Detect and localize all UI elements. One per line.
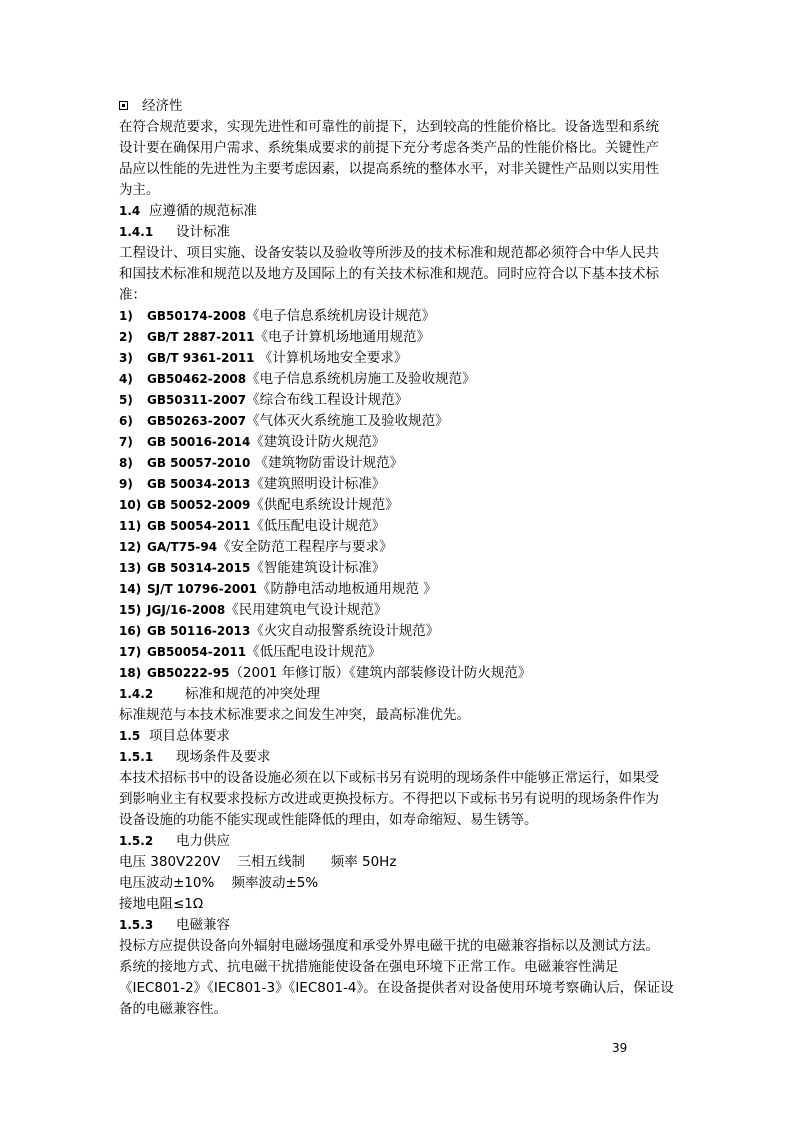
list-number: 5): [119, 393, 133, 407]
standard-code: GB50222-95: [147, 666, 230, 680]
section-number: 1.4.1: [119, 225, 154, 239]
paragraph-line: 为主。: [119, 182, 160, 198]
standard-title: 《建筑设计防火规范》: [250, 434, 386, 450]
paragraph-line: 工程设计、项目实施、设备安装以及验收等所涉及的技术标准和规范都必须符合中华人民共: [119, 245, 659, 261]
standards-list: [119, 306, 681, 684]
standard-code: GB 50116-2013: [147, 624, 251, 638]
paragraph-line: 在符合规范要求，实现先进性和可靠性的前提下，达到较高的性能价格比。设备选型和系统: [119, 119, 659, 135]
list-number: 7): [119, 435, 133, 449]
standard-code: GB 50054-2011: [147, 519, 251, 533]
list-item: [119, 663, 681, 684]
list-number: 17): [119, 645, 142, 659]
economy-paragraph: [119, 117, 681, 201]
section-heading-1-5-1: [119, 747, 681, 768]
list-item: [119, 474, 681, 495]
list-number: 11): [119, 519, 142, 533]
section-number: 1.5.3: [119, 918, 154, 932]
standard-title: 《防静电活动地板通用规范 》: [256, 581, 437, 597]
list-number: 18): [119, 666, 142, 680]
paragraph-line: 到影响业主有权要求投标方改进或更换投标方。不得把以下或标书另有说明的现场条件作为: [119, 791, 659, 807]
list-item: [119, 558, 681, 579]
section-heading-1-5-2: [119, 831, 681, 852]
list-number: 14): [119, 582, 142, 596]
section-title: 电磁兼容: [176, 917, 230, 933]
section-title: 应遵循的规范标准: [149, 203, 257, 219]
power-spec-line: 电压 380V220V 三相五线制 频率 50Hz: [119, 854, 397, 870]
emc-paragraph: [119, 936, 681, 1020]
list-item: [119, 306, 681, 327]
section-heading-1-5: [119, 726, 681, 747]
list-number: 3): [119, 351, 133, 365]
list-item: [119, 453, 681, 474]
section-title: 项目总体要求: [149, 728, 230, 744]
standard-title: 《建筑物防雷设计规范》: [250, 455, 404, 471]
list-number: 2): [119, 330, 133, 344]
paragraph-line: 准：: [119, 287, 146, 303]
list-item: [119, 579, 681, 600]
paragraph-line: 投标方应提供设备向外辐射电磁场强度和承受外界电磁干扰的电磁兼容指标以及测试方法。: [119, 938, 659, 954]
standard-title: 《电子信息系统机房设计规范》: [246, 308, 436, 324]
list-item: [119, 390, 681, 411]
standard-title: 《民用建筑电气设计规范》: [225, 602, 388, 618]
list-number: 6): [119, 414, 133, 428]
list-item: [119, 369, 681, 390]
paragraph-line: 和国技术标准和规范以及地方及国际上的有关技术标准和规范。同时应符合以下基本技术标: [119, 266, 659, 282]
section-number: 1.4: [119, 204, 141, 218]
standard-title: 《计算机场地安全要求》: [254, 350, 408, 366]
section-title: 经济性: [142, 98, 183, 114]
list-number: 8): [119, 456, 133, 470]
standard-code: GB 50016-2014: [147, 435, 251, 449]
list-number: 16): [119, 624, 142, 638]
power-spec-line: 接地电阻≤1Ω: [119, 896, 204, 912]
paragraph-line: 系统的接地方式、抗电磁干扰措施能使设备在强电环境下正常工作。电磁兼容性满足: [119, 959, 619, 975]
standard-title: 《火灾自动报警系统设计规范》: [250, 623, 440, 639]
standard-title: 《供配电系统设计规范》: [250, 497, 399, 513]
list-item: [119, 537, 681, 558]
checkbox-bullet-icon: [119, 101, 128, 110]
paragraph-line: 备的电磁兼容性。: [119, 1001, 227, 1017]
standard-code: GB 50034-2013: [147, 477, 251, 491]
paragraph-line: 《IEC801-2》《IEC801-3》《IEC801-4》。在设备提供者对设备使用环境考察确认后，保证设: [119, 980, 674, 996]
paragraph-line: 品应以性能的先进性为主要考虑因素，以提高系统的整体水平，对非关键性产品则以实用性: [119, 161, 659, 177]
list-number: 9): [119, 477, 133, 491]
page-number: 39: [612, 1041, 628, 1055]
section-number: 1.5: [119, 729, 141, 743]
list-number: 4): [119, 372, 133, 386]
section-heading-1-4: [119, 201, 681, 222]
list-number: 13): [119, 561, 142, 575]
standard-title: 《电子信息系统机房施工及验收规范》: [246, 371, 476, 387]
list-item: [119, 411, 681, 432]
standard-code: GB/T 9361-2011: [147, 351, 255, 365]
standard-code: GB50174-2008: [147, 309, 247, 323]
section-number: 1.5.1: [119, 750, 154, 764]
section-number: 1.4.2: [119, 687, 154, 701]
section-heading-1-4-1: [119, 222, 681, 243]
standard-title: 《气体灭火系统施工及验收规范》: [246, 413, 449, 429]
list-number: 15): [119, 603, 142, 617]
design-standards-paragraph: [119, 243, 681, 306]
standard-title: 《低压配电设计规范》: [250, 518, 386, 534]
list-number: 1): [119, 309, 133, 323]
standard-code: GB/T 2887-2011: [147, 330, 255, 344]
standard-code: JGJ/16-2008: [147, 603, 226, 617]
standard-title: 《电子计算机场地通用规范》: [254, 329, 431, 345]
section-title: 设计标准: [176, 224, 230, 240]
standard-title: （2001 年修订版）《建筑内部装修设计防火规范》: [229, 665, 532, 681]
standard-title: 《安全防范工程程序与要求》: [217, 539, 393, 555]
section-title: 标准和规范的冲突处理: [185, 686, 320, 702]
standard-code: GB 50057-2010: [147, 456, 251, 470]
section-title: 电力供应: [176, 833, 230, 849]
standard-title: 《建筑照明设计标准》: [250, 476, 386, 492]
list-item: [119, 327, 681, 348]
list-item: [119, 642, 681, 663]
list-item: [119, 348, 681, 369]
standard-title: 《综合布线工程设计规范》: [246, 392, 409, 408]
list-item: [119, 495, 681, 516]
standard-code: GA/T75-94: [147, 540, 218, 554]
page-content: [119, 96, 681, 1020]
list-item: [119, 432, 681, 453]
standard-code: GB 50314-2015: [147, 561, 251, 575]
standard-code: GB50263-2007: [147, 414, 247, 428]
standard-code: GB 50052-2009: [147, 498, 251, 512]
list-item: [119, 600, 681, 621]
standard-title: 《低压配电设计规范》: [246, 644, 382, 660]
paragraph-line: 本技术招标书中的设备设施必须在以下或标书另有说明的现场条件中能够正常运行，如果受: [119, 770, 659, 786]
standard-title: 《智能建筑设计标准》: [250, 560, 386, 576]
list-item: [119, 516, 681, 537]
standard-code: SJ/T 10796-2001: [147, 582, 257, 596]
standard-code: GB50462-2008: [147, 372, 247, 386]
section-heading-economy: [119, 96, 681, 117]
section-title: 现场条件及要求: [176, 749, 271, 765]
conflict-text: 标准规范与本技术标准要求之间发生冲突，最高标准优先。: [119, 707, 470, 723]
paragraph-line: 设计要在确保用户需求、系统集成要求的前提下充分考虑各类产品的性能价格比。关键性产: [119, 140, 659, 156]
standard-code: GB50054-2011: [147, 645, 247, 659]
section-heading-1-4-2: [119, 684, 681, 705]
site-conditions-paragraph: [119, 768, 681, 831]
list-item: [119, 621, 681, 642]
section-heading-1-5-3: [119, 915, 681, 936]
paragraph-line: 设备设施的功能不能实现或性能降低的理由，如寿命缩短、易生锈等。: [119, 812, 538, 828]
list-number: 10): [119, 498, 142, 512]
power-spec-line: 电压波动±10% 频率波动±5%: [119, 875, 319, 891]
section-number: 1.5.2: [119, 834, 154, 848]
standard-code: GB50311-2007: [147, 393, 247, 407]
list-number: 12): [119, 540, 142, 554]
